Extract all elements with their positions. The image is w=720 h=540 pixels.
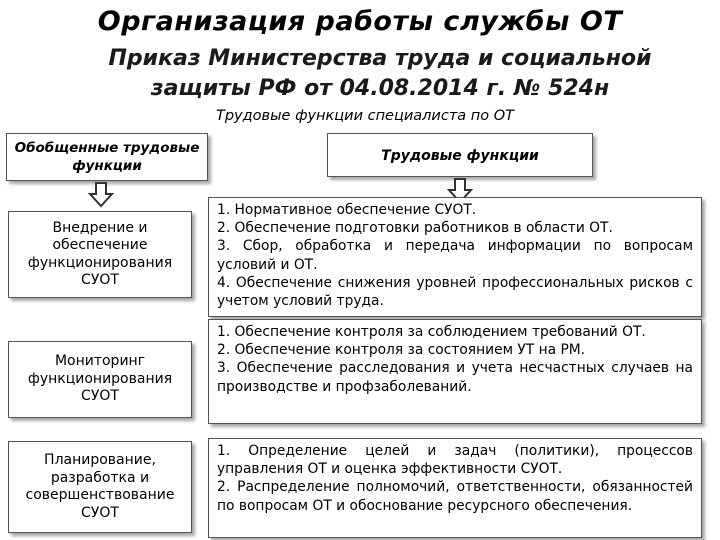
general-function-label: Мониторинг функционирования СУОТ	[27, 353, 173, 405]
function-item: 3. Сбор, обработка и передача информации по вопросам условий и ОТ.	[217, 238, 693, 273]
header-labor-functions: Трудовые функции	[327, 133, 593, 177]
general-function-box	[8, 211, 192, 298]
function-item: 1. Определение целей и задач (политики), процессов управления ОТ и оценка эффективности СУОТ.	[217, 443, 693, 478]
labor-functions-box	[208, 319, 702, 424]
general-function-label: Планирование, разработка и совершенствование СУОТ	[25, 452, 175, 521]
down-arrow-icon	[88, 182, 114, 208]
labor-functions-box	[208, 438, 702, 538]
function-item: 2. Обеспечение подготовки работников в области ОТ.	[217, 220, 613, 237]
page-title: Организация работы службы ОТ	[97, 6, 623, 37]
function-item: 2. Обеспечение контроля за состоянием УТ на РМ.	[217, 342, 586, 359]
function-item: 2. Распределение полномочий, ответственности, обязанностей по вопросам ОТ и обоснование ресурсного обеспечения.	[217, 479, 693, 514]
order-subtitle: Приказ Министерства труда и социальной защиты РФ от 04.08.2014 г. № 524н	[108, 46, 652, 101]
function-item: 1. Нормативное обеспечение СУОТ.	[217, 202, 477, 218]
general-function-label: Внедрение и обеспечение функционирования СУОТ	[27, 219, 173, 288]
general-function-box	[8, 341, 192, 418]
function-item: 3. Обеспечение расследования и учета несчастных случаев на производстве и профзаболеваний.	[217, 360, 693, 395]
function-item: 4. Обеспечение снижения уровней профессиональных рисков с учетом условий труда.	[217, 274, 693, 310]
labor-functions-box	[208, 197, 702, 317]
header-general-functions: Обобщенные трудовые функции	[6, 133, 208, 181]
general-function-box	[8, 441, 192, 533]
section-caption: Трудовые функции специалиста по ОТ	[216, 108, 514, 124]
function-item: 1. Обеспечение контроля за соблюдением требований ОТ.	[217, 324, 646, 340]
